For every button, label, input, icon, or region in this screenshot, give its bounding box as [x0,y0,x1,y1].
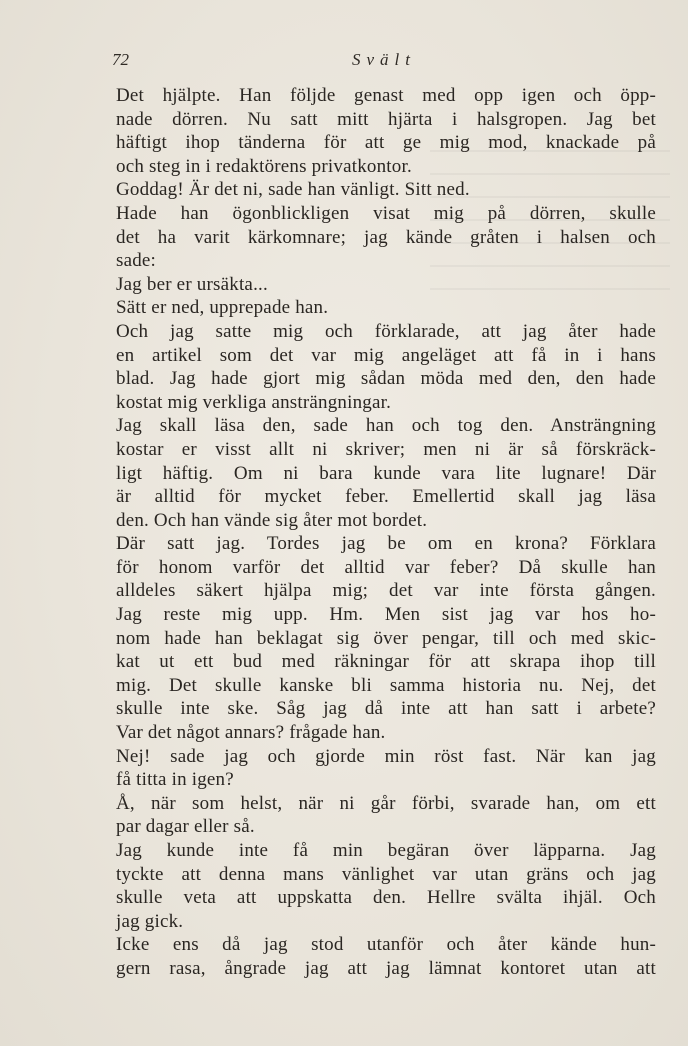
text-line: Sätt er ned, upprepade han. [116,297,329,319]
text-line: en artikel som det var mig angeläget att få in i hans [116,344,656,366]
text-line: Och jag satte mig och förklarade, att jag åter hade [116,320,656,342]
text-line: mig. Det skulle kanske bli samma historia nu. Nej, det [116,674,656,696]
body-text [116,84,656,981]
running-head [112,50,656,74]
text-line: det ha varit kärkomnare; jag kände gråten i halsen och [116,226,656,248]
text-line: kostar er visst allt ni skriver; men ni är så förskräck- [116,438,656,460]
text-line: Jag skall läsa den, sade han och tog den. Ansträngning [116,415,656,437]
text-line: par dagar eller så. [116,816,255,838]
text-line: Nej! sade jag och gjorde min röst fast. När kan jag [116,745,656,767]
text-line: ligt häftig. Om ni bara kunde vara lite lugnare! Där [116,462,656,484]
text-line: den. Och han vände sig åter mot bordet. [116,509,428,531]
text-line: blad. Jag hade gjort mig sådan möda med den, den hade [116,368,656,390]
text-line: alldeles säkert hjälpa mig; det var inte första gången. [116,580,656,602]
running-title: Svält [352,50,416,69]
text-line: och steg in i redaktörens privatkontor. [116,155,412,177]
text-line: skulle inte ske. Såg jag då inte att han satt i arbete? [116,698,656,720]
text-line: Jag ber er ursäkta... [116,273,268,295]
text-line: kat ut ett bud med räkningar för att skrapa ihop till [116,651,656,673]
text-line: gern rasa, ångrade jag att jag lämnat kontoret utan att [116,957,656,979]
page-number: 72 [112,50,129,69]
text-line: jag gick. [116,910,184,932]
text-line: Var det något annars? frågade han. [116,722,386,744]
text-line: Hade han ögonblickligen visat mig på dörren, skulle [116,202,656,224]
text-line: Jag kunde inte få min begäran över läpparna. Jag [116,840,656,861]
text-line: nom hade han beklagat sig över pengar, till och med skic- [116,627,656,649]
text-line: sade: [116,250,157,272]
text-line: häftigt ihop tänderna för att ge mig mod, knackade på [116,132,656,154]
text-line: skulle veta att uppskatta den. Hellre svälta ihjäl. Och [116,887,656,909]
text-line: nade dörren. Nu satt mitt hjärta i halsgropen. Jag bet [116,108,656,130]
text-line: Icke ens då jag stod utanför och åter kände hun- [116,934,656,956]
text-line: kostat mig verkliga ansträngningar. [116,391,392,413]
text-line: Jag reste mig upp. Hm. Men sist jag var hos ho- [116,604,656,626]
text-line: Det hjälpte. Han följde genast med opp igen och öpp- [116,85,656,106]
text-line: för honom varför det alltid var feber? Då skulle han [116,556,656,578]
text-line: Å, när som helst, när ni går förbi, svarade han, om ett [116,792,656,814]
text-line: Där satt jag. Tordes jag be om en krona? Förklara [116,533,656,555]
text-line: tyckte att denna mans vänlighet var utan gräns och jag [116,863,656,885]
text-line: är alltid för mycket feber. Emellertid skall jag läsa [116,486,656,508]
text-line: Goddag! Är det ni, sade han vänligt. Sitt ned. [116,179,470,201]
text-line: få titta in igen? [116,769,234,791]
